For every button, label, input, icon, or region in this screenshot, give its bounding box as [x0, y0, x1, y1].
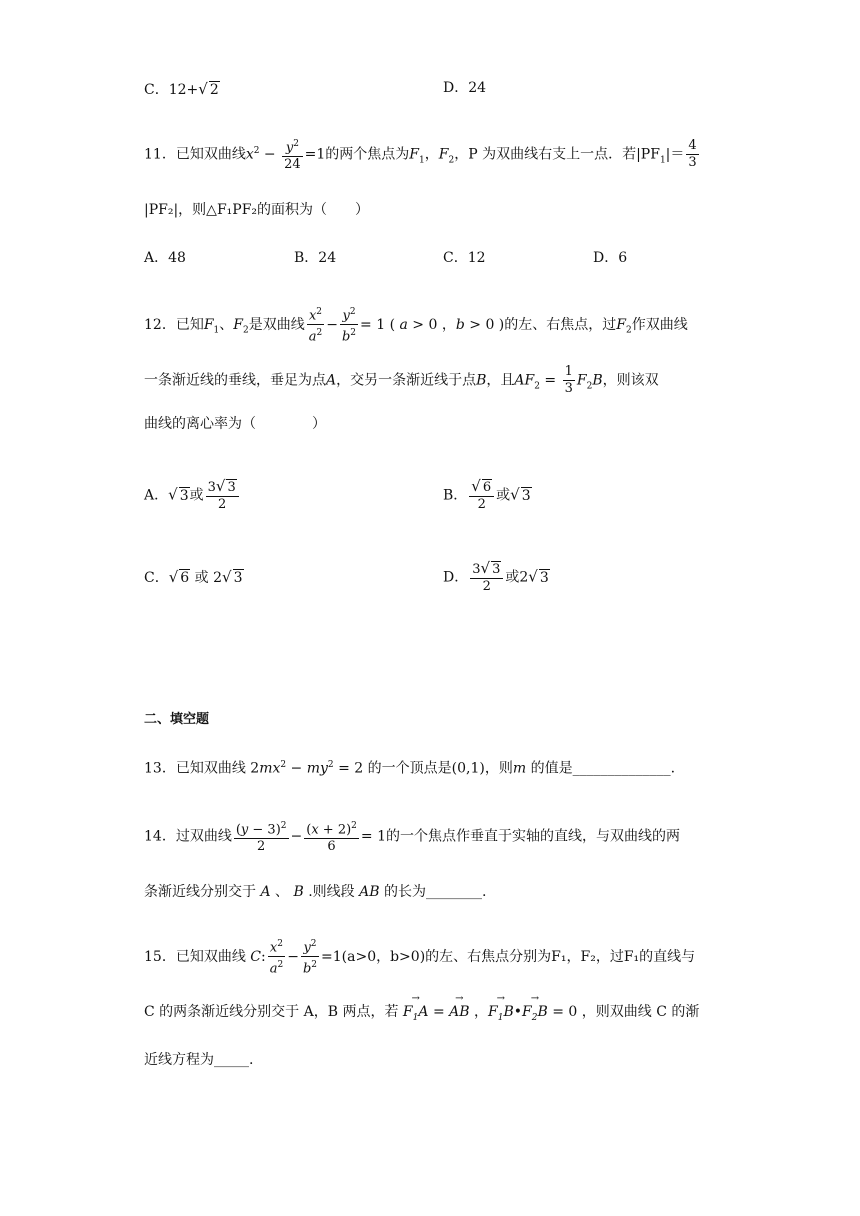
q15-stem-line2: C 的两条渐近线分别交于 A，B 两点，若 → $F_1A$ = → AB ，→ $F_1B•\to F_2B = 0$ ，则双曲线 C 的渐: [144, 1004, 699, 1024]
section-heading: 二、填空题: [144, 712, 210, 727]
q11-option-c: C．12: [443, 250, 486, 266]
q12-stem-line2: 一条渐近线的垂线，垂足为点A，交另一条渐近线于点B，且$AF_2$ = $\frac{1}{3}$ $F_2B$，则该双: [144, 364, 659, 396]
q14-stem-line2: 条渐近线分别交于 A 、 B .则线段 AB 的长为________.: [144, 884, 487, 900]
q12-option-a: A．√ 3或 $\frac{3√ 3}{2}$: [144, 478, 241, 513]
q10-option-c: C．12+√ 2: [144, 80, 219, 98]
q12-stem: 12．已知$F_1$、$F_2$是双曲线 $\frac{x^2}{a^2}$ − $\frac{y^2}{b^2}$ = 1 ( a > 0 ，b > 0 )的左、右焦点，过$F_2$作双曲线: [144, 304, 688, 346]
q14-stem: 14．过双曲线 $\frac{(y - 3)^2}{2}$ − $\frac{(x + 2)^2}{6}$ = 1的一个焦点作垂直于实轴的直线，与双曲线的两: [144, 818, 680, 855]
q15-stem: 15．已知双曲线 C: $\frac{x^2}{a^2}$ − $\frac{y^2}{b^2}$ =1(a>0，b>0)的左、右焦点分别为F₁，F₂，过F₁的直线与: [144, 936, 695, 978]
q11-option-b: B．24: [294, 250, 337, 266]
q10-option-d: D．24: [443, 80, 487, 96]
q15-stem-line3: 近线方程为_____.: [144, 1052, 254, 1068]
q12-option-c: C．√ 6 或 2√ 3: [144, 568, 243, 586]
q13-stem: 13．已知双曲线 $2mx^2 - my^2 = 2$ 的一个顶点是(0,1)，则m 的值是______________.: [144, 760, 676, 777]
q12-stem-line3: 曲线的离心率为（ ）: [144, 416, 326, 432]
q11-option-a: A．48: [144, 250, 186, 266]
q11-option-d: D．6: [593, 250, 628, 266]
q12-option-d: D． $\frac{3√ 3}{2}$ 或2√ 3: [443, 559, 549, 594]
q11-stem-line2: |PF₂|，则△F₁PF₂的面积为（ ）: [144, 202, 370, 218]
q12-option-b: B． $\frac{√ 6}{2}$ 或√ 3: [443, 477, 531, 512]
q11-stem: 11．已知双曲线$x^2$ − $\frac{y^2}{24}$ =1的两个焦点为$F_1$，$F_2$，P 为双曲线右支上一点．若$|PF_1|=$ $\frac{4}{3}$: [144, 136, 701, 173]
